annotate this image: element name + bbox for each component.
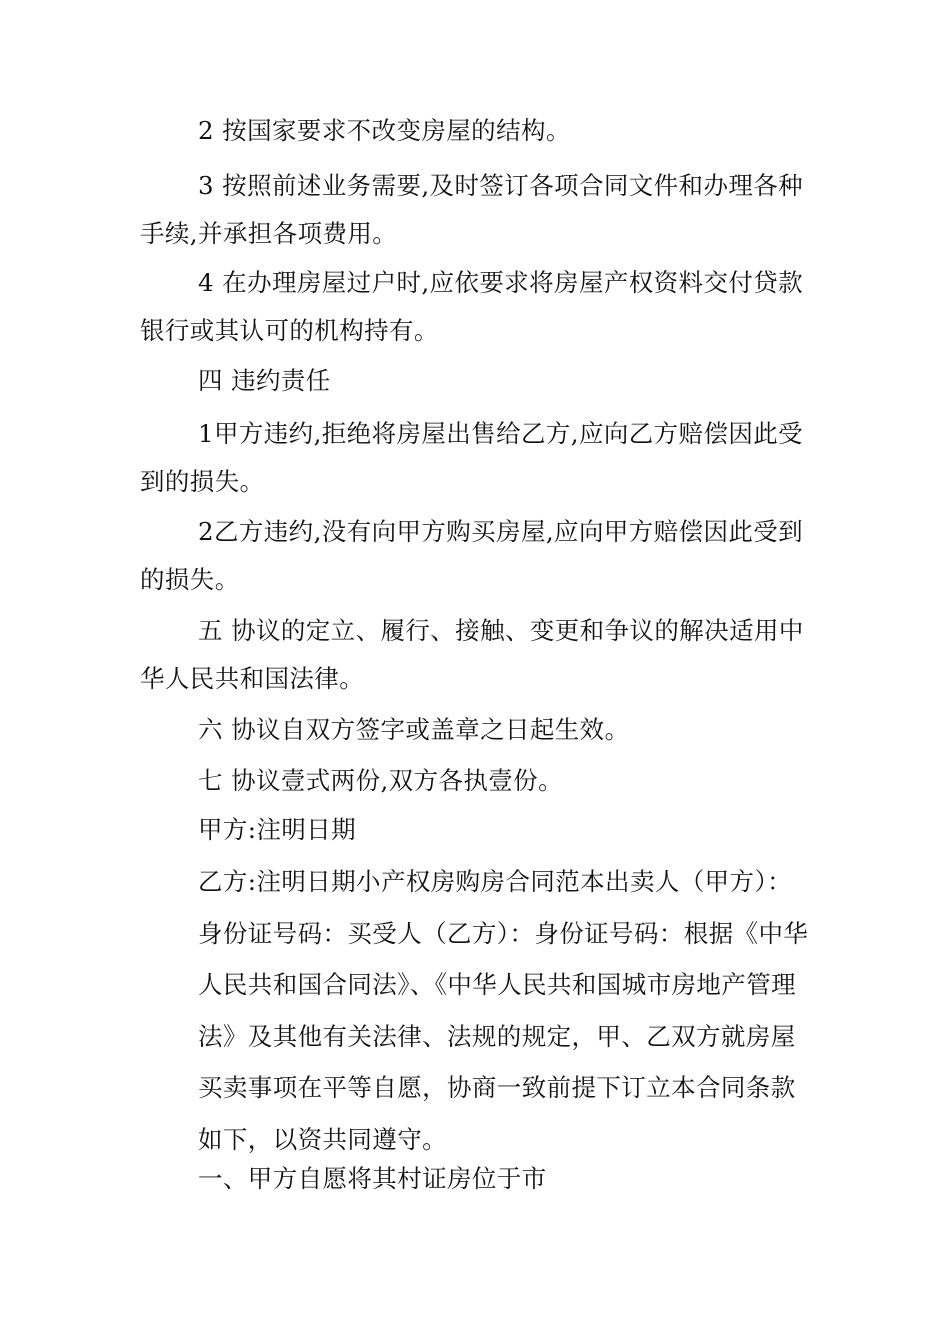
- paragraph-contract-intro: 乙方:注明日期小产权房购房合同范本出卖人（甲方）：身份证号码：买受人（乙方）：身份证号码：根据《中华人民共和国合同法》、《中华人民共和国城市房地产管理法》及其他有关法律、法规的规定，甲、乙双方就房屋买卖事项在平等自愿，协商一致前提下订立本合同条款如下，以资共同遵守。: [198, 867, 809, 1154]
- paragraph-article-1: 一、甲方自愿将其村证房位于市: [198, 1164, 547, 1193]
- paragraph-7: 五 协议的定立、履行、接触、变更和争议的解决适用中华人民共和国法律。: [140, 616, 804, 693]
- section-heading-4: 四 违约责任: [198, 366, 331, 395]
- paragraph-1: 2 按国家要求不改变房屋的结构。: [198, 116, 571, 145]
- paragraph-9: 七 协议壹式两份,双方各执壹份。: [198, 766, 563, 795]
- paragraph-3: 4 在办理房屋过户时,应依要求将房屋产权资料交付贷款银行或其认可的机构持有。: [140, 268, 804, 345]
- paragraph-2: 3 按照前述业务需要,及时签订各项合同文件和办理各种手续,并承担各项费用。: [140, 171, 804, 248]
- paragraph-8: 六 协议自双方签字或盖章之日起生效。: [198, 715, 630, 744]
- paragraph-6: 2乙方违约,没有向甲方购买房屋,应向甲方赔偿因此受到的损失。: [140, 517, 804, 594]
- paragraph-5: 1甲方违约,拒绝将房屋出售给乙方,应向乙方赔偿因此受到的损失。: [140, 419, 804, 496]
- signature-line-party-a: 甲方:注明日期: [198, 815, 357, 844]
